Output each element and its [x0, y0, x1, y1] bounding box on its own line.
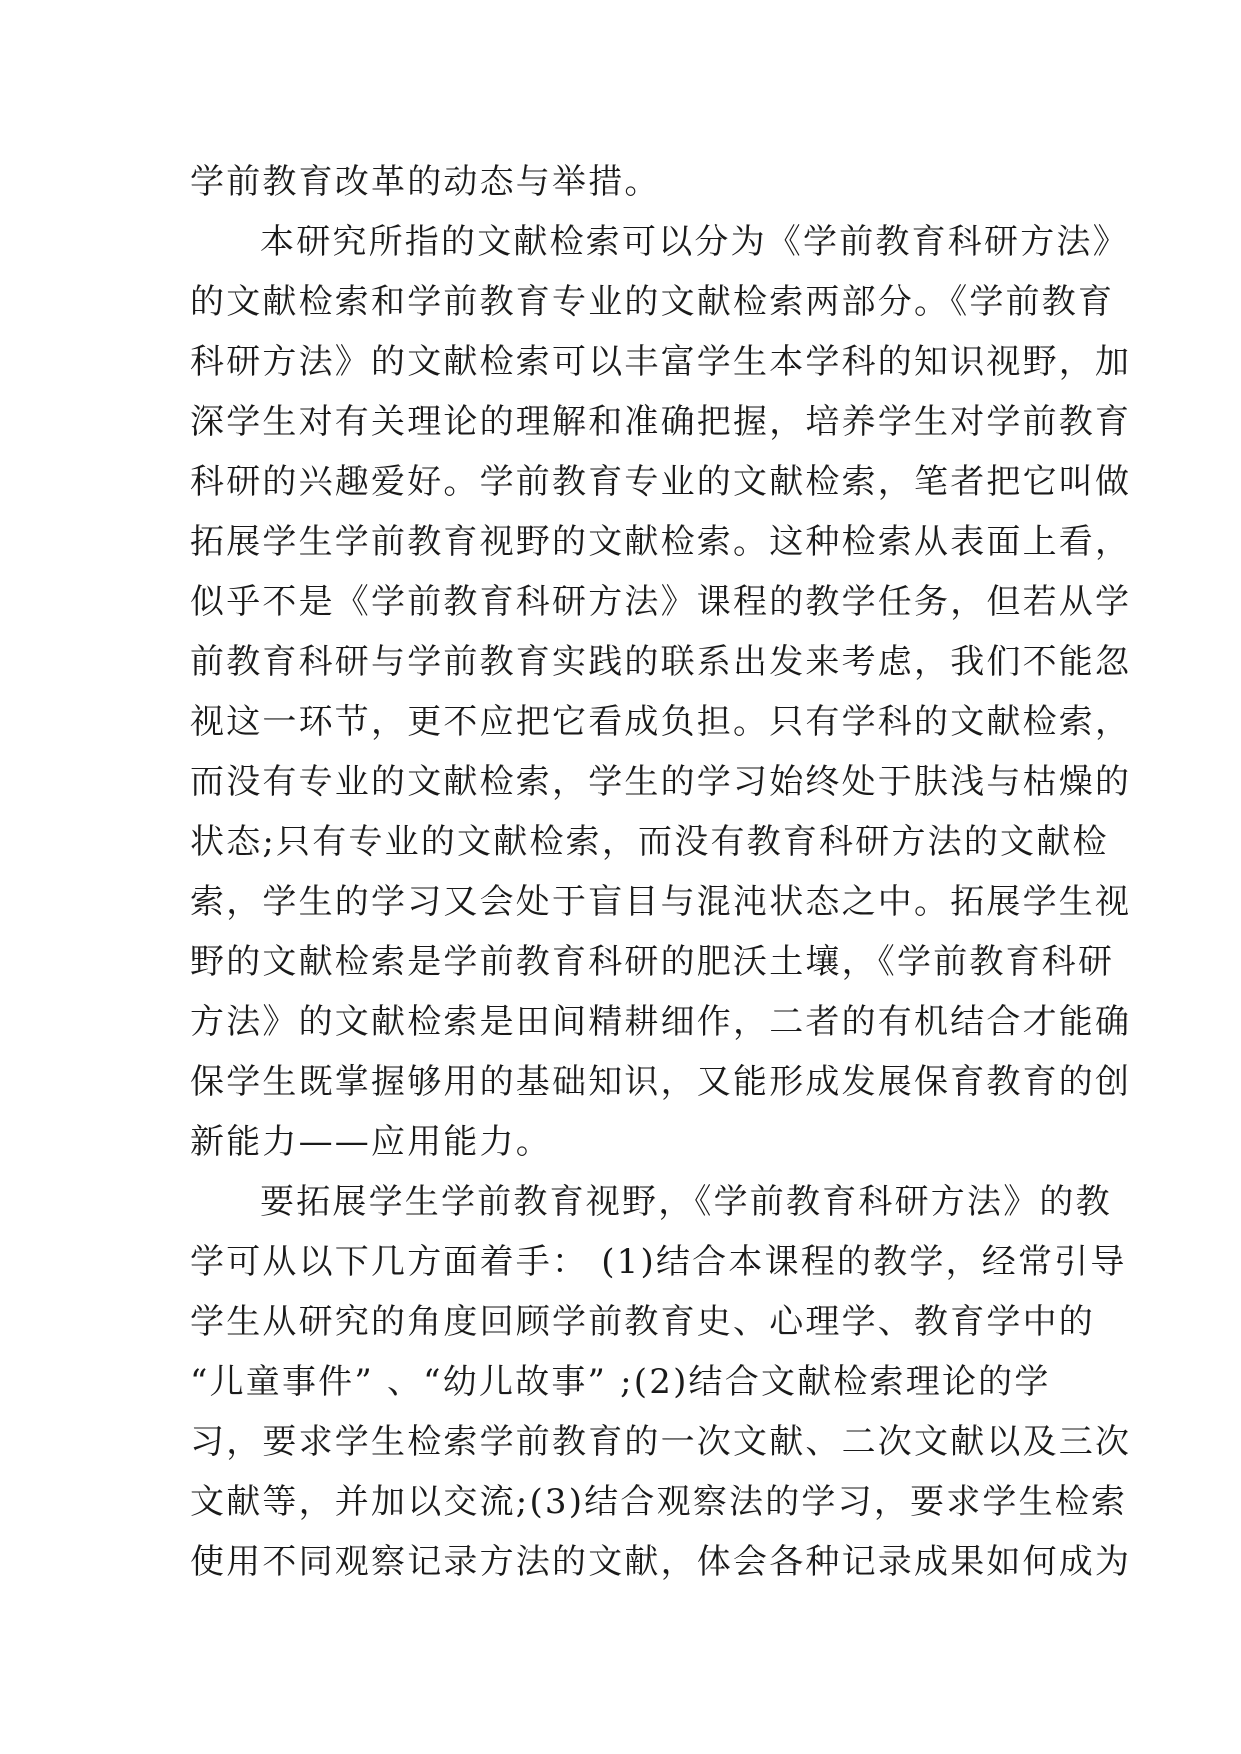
text-line: 科研方法》的文献检索可以丰富学生本学科的知识视野，加: [190, 342, 1132, 382]
text-line: 前教育科研与学前教育实践的联系出发来考虑，我们不能忽: [190, 642, 1132, 682]
text-line: 学前教育改革的动态与举措。: [190, 162, 661, 202]
text-line: 使用不同观察记录方法的文献，体会各种记录成果如何成为: [190, 1542, 1132, 1582]
text-line: 方法》的文献检索是田间精耕细作，二者的有机结合才能确: [190, 1002, 1132, 1042]
text-line: 状态;只有专业的文献检索，而没有教育科研方法的文献检: [190, 822, 1109, 862]
text-line: 保学生既掌握够用的基础知识，又能形成发展保育教育的创: [190, 1062, 1132, 1102]
paragraph-start-line: 要拓展学生学前教育视野，《学前教育科研方法》的教: [260, 1182, 1112, 1222]
text-line: 习，要求学生检索学前教育的一次文献、二次文献以及三次: [190, 1422, 1132, 1462]
text-line: 野的文献检索是学前教育科研的肥沃土壤，《学前教育科研: [190, 942, 1115, 982]
text-line: 索，学生的学习又会处于盲目与混沌状态之中。拓展学生视: [190, 882, 1132, 922]
paragraph-start-line: 本研究所指的文献检索可以分为《学前教育科研方法》: [260, 222, 1129, 262]
text-line: “儿童事件” 、“幼儿故事” ;(2)结合文献检索理论的学: [190, 1362, 1051, 1402]
text-line: 拓展学生学前教育视野的文献检索。这种检索从表面上看，: [190, 522, 1132, 562]
text-line: 的文献检索和学前教育专业的文献检索两部分。《学前教育: [190, 282, 1115, 322]
text-line: 视这一环节，更不应把它看成负担。只有学科的文献检索，: [190, 702, 1132, 742]
text-line: 新能力——应用能力。: [190, 1122, 552, 1162]
text-line: 科研的兴趣爱好。学前教育专业的文献检索，笔者把它叫做: [190, 462, 1132, 502]
text-line: 文献等，并加以交流;(3)结合观察法的学习，要求学生检索: [190, 1482, 1128, 1522]
text-line: 学生从研究的角度回顾学前教育史、心理学、教育学中的: [190, 1302, 1095, 1342]
text-line: 而没有专业的文献检索，学生的学习始终处于肤浅与枯燥的: [190, 762, 1132, 802]
text-line: 深学生对有关理论的理解和准确把握，培养学生对学前教育: [190, 402, 1132, 442]
text-line: 似乎不是《学前教育科研方法》课程的教学任务，但若从学: [190, 582, 1132, 622]
body-text: [190, 152, 1132, 1592]
text-line: 学可从以下几方面着手： (1)结合本课程的教学，经常引导: [190, 1242, 1127, 1282]
